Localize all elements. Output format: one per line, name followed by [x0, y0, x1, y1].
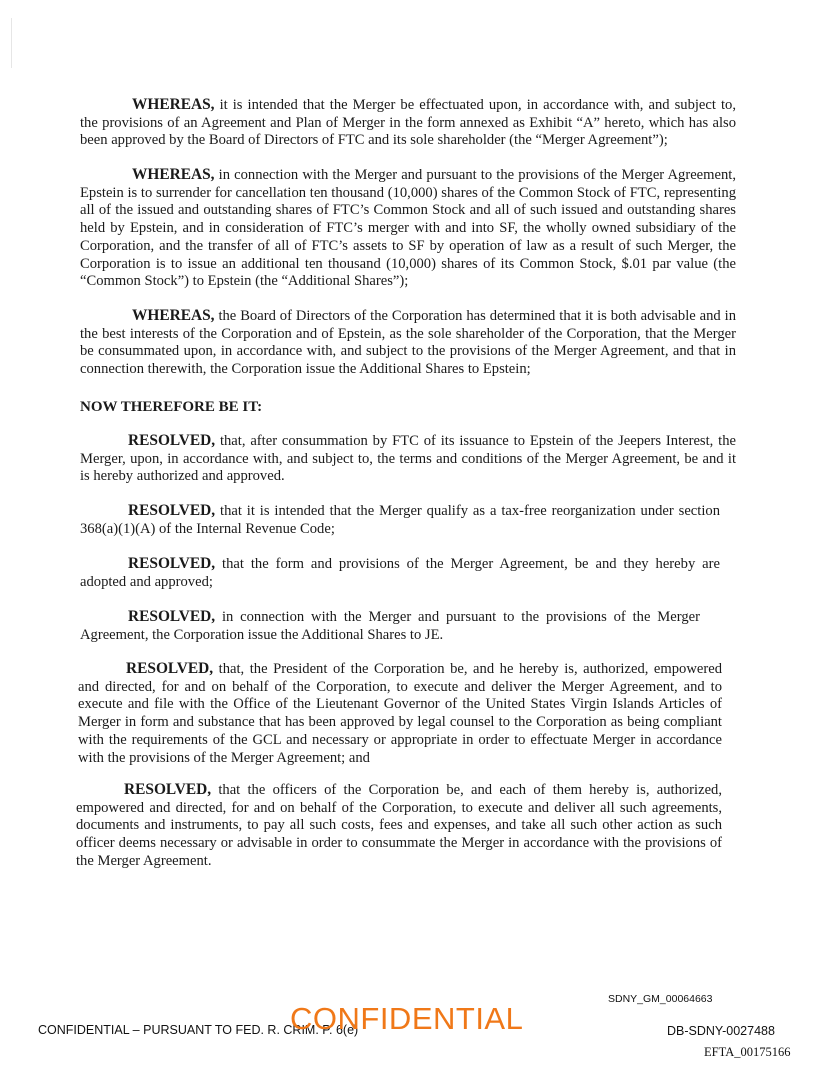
paragraph-lead: WHEREAS, [132, 96, 215, 113]
bates-number-gm: SDNY_GM_00064663 [608, 993, 713, 1005]
bates-number-efta: EFTA_00175166 [704, 1045, 791, 1059]
paragraph-lead: RESOLVED, [126, 660, 214, 677]
resolved-paragraph-4 [80, 608, 700, 644]
resolved-paragraph-1 [80, 432, 736, 486]
paragraph-lead: RESOLVED, [128, 432, 216, 449]
paragraph-body: that, after consummation by FTC of its issuance to Epstein of the Jeepers Interest, the Merger, upon, in accordance with, and subject to, the terms and conditions of the Merger Agreement, be and it is hereby authorized and approved. [80, 433, 736, 485]
whereas-paragraph-1 [80, 96, 736, 150]
paragraph-body: that the form and provisions of the Merger Agreement, be and they hereby are adopted and approved; [80, 556, 720, 590]
scan-edge-mark [11, 18, 12, 68]
paragraph-body: that the officers of the Corporation be, and each of them hereby is, authorized, empowered and directed, for and on behalf of the Corporation, to execute and deliver all such agreements, documents and instruments, to pay all such costs, fees and expenses, and take all such other action as such officer deems necessary or advisable in order to consummate the Merger in accordance with the provisions of the Merger Agreement. [76, 782, 722, 869]
whereas-paragraph-2 [80, 166, 736, 291]
whereas-paragraph-3 [80, 307, 736, 379]
confidential-stamp: CONFIDENTIAL [290, 1001, 524, 1036]
paragraph-lead: RESOLVED, [128, 555, 216, 572]
paragraph-body: in connection with the Merger and pursuant to the provisions of the Merger Agreement, the Corporation issue the Additional Shares to JE. [80, 609, 700, 643]
paragraph-lead: RESOLVED, [128, 608, 216, 625]
bates-number-db: DB-SDNY-0027488 [667, 1024, 775, 1038]
now-therefore-heading: NOW THEREFORE BE IT: [80, 399, 263, 415]
resolved-paragraph-3 [80, 555, 720, 591]
paragraph-lead: WHEREAS, [132, 166, 215, 183]
paragraph-body: it is intended that the Merger be effectuated upon, in accordance with, and subject to, the provisions of an Agreement and Plan of Merger in the form annexed as Exhibit “A” hereto, which has also been approved by the Board of Directors of FTC and its sole shareholder (the “Merger Agreement”); [80, 97, 736, 149]
paragraph-lead: RESOLVED, [124, 781, 212, 798]
paragraph-body: in connection with the Merger and pursuant to the provisions of the Merger Agreement, Epstein is to surrender for cancellation ten thousand (10,000) shares of the Common Stock of FTC, representing all of the issued and outstanding shares of FTC’s Common Stock and all of such issued and outstanding shares held by Epstein, and in consideration of FTC’s merger with and into SF, the wholly owned subsidiary of the Corporation, and the transfer of all of FTC’s assets to SF by operation of law as a result of such Merger, the Corporation is to issue an additional ten thousand (10,000) shares of its Common Stock, $.01 par value (the “Common Stock”) to Epstein (the “Additional Shares”); [80, 167, 736, 290]
paragraph-body: the Board of Directors of the Corporation has determined that it is both advisable and in the best interests of the Corporation and of Epstein, as the sole shareholder of the Corporation, that the Merger be consummated upon, in accordance with, and subject to the provisions of the Merger Agreement, and that in connection therewith, the Corporation issue the Additional Shares to Epstein; [80, 308, 736, 378]
paragraph-lead: WHEREAS, [132, 307, 215, 324]
resolved-paragraph-5 [78, 660, 722, 767]
resolved-paragraph-6 [76, 781, 722, 871]
paragraph-lead: RESOLVED, [128, 502, 216, 519]
paragraph-body: that, the President of the Corporation be, and he hereby is, authorized, empowered and directed, for and on behalf of the Corporation, to execute and deliver the Merger Agreement, and to execute and file with the Office of the Lieutenant Governor of the United States Virgin Islands Articles of Merger in form and substance that has been approved by legal counsel to the Corporation as being compliant with the requirements of the GCL and necessary or appropriate in order to effectuate Merger in accordance with the provisions of the Merger Agreement; and [78, 661, 722, 766]
confidential-notice: CONFIDENTIAL – PURSUANT TO FED. R. CRIM. P. 6(e) [38, 1023, 359, 1037]
paragraph-body: that it is intended that the Merger qualify as a tax-free reorganization under section 368(a)(1)(A) of the Internal Revenue Code; [80, 503, 720, 537]
resolved-paragraph-2 [80, 502, 720, 538]
